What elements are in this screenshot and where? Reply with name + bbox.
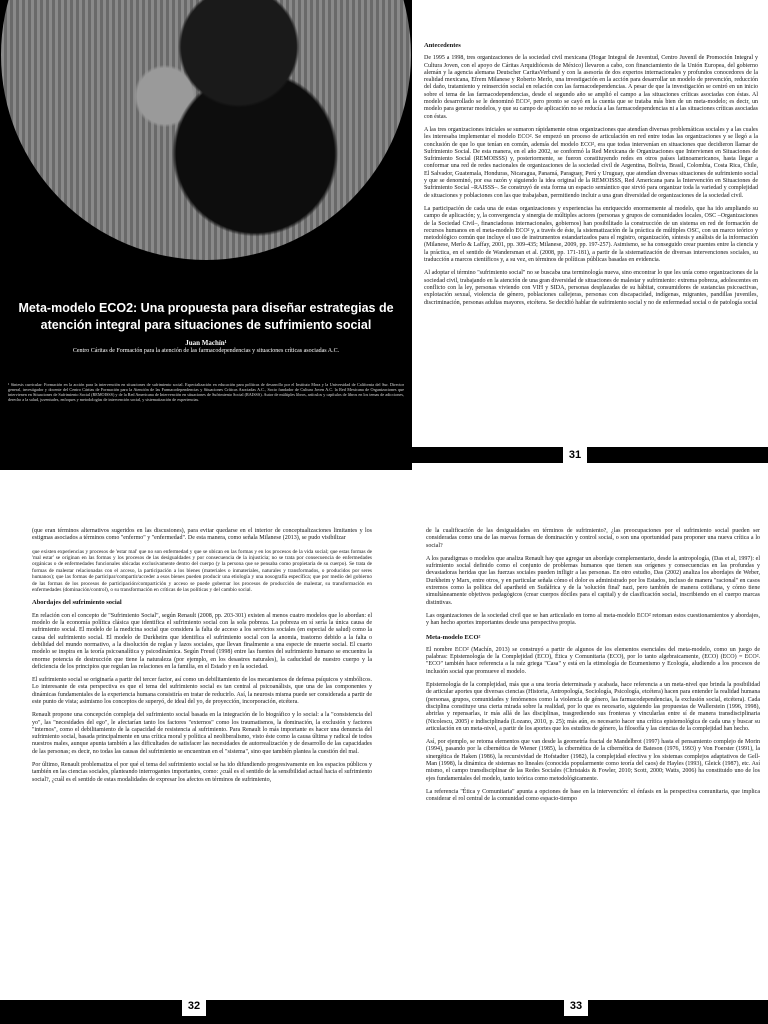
paragraph: Así, por ejemplo, se retoma elementos que van desde la geometría fractal de Mandelbrot (1997) hasta el pensamiento complejo de Morin (1994), pasando por la cibernética de Wiener (1985), la cibernética de la cibernética de Bateson (1976, 1993) y Von Foerster (1991), la sinergética de Haken (1986), la recursividad de Hofstadter (1982), la complejidad efectiva y los sistemas complejos adaptativos de Gell-Man (1998), la dinámica de sistemas no lineales (conocida popularmente como teoría del caos) de Hayles (1993), Gleick (1987), etc. Así mismo, el campo transdisciplinar de las Redes Sociales (Christakis & Fowler, 2010; Scott, 2000; Watts, 2006) ha constituido uno de los ejes fundamentales del modelo, tanto teórica como metodológicamente. — [426, 739, 760, 782]
paragraph: La participación de cada una de estas organizaciones y experiencias ha enriquecido enormemente al modelo, que ha ido ampliando su campo de aplicación; y, la convergencia y sinergia de múltiples actores (personas y grupos de comunidades locales, OSC –Organizaciones de la Sociedad Civil–, financiadoras internacionales, gobiernos) han posibilitado la construcción de un sistema en red de formación de recursos humanos en el meta-modelo ECO² y, a través de éste, la sistematización de la práctica de múltiples OSC, con un marco teórico y metodológico común que incluye el uso de instrumentos estandarizados para el registro, organización, síntesis y análisis de la información (Milanese, Merlo & Laffay, 2001, pp. 309-435; Milanese, 2009, pp. 197-257). Asimismo, se ha conseguido crear puentes entre la ciencia y la práctica, en el sentido de Wandersman et al. (2008, pp. 171-181), a partir de la sistematización de diversas intervenciones sociales, su traducción a marcos científicos y, a su vez, en términos de políticas públicas basadas en evidencia. — [424, 205, 758, 264]
page-32-column — [32, 528, 372, 790]
cover-panel — [0, 0, 412, 470]
paragraph: De 1995 a 1998, tres organizaciones de la sociedad civil mexicana (Hogar Integral de Juventud, Centro Juvenil de Promoción Integral y Cultura Joven, con el apoyo de Cáritas Arquidiócesis de México) llevaron a cabo, con financiamiento de la Unión Europea, del gobierno alemán y la agencia alemana Deutscher CaritasVerband y con la asesoría de dos expertos internacionales y profundos conocedores de la realidad mexicana, Efrem Milanese y Roberto Merlo, una investigación en la acción para desarrollar un modelo de prevención, reducción del daño, tratamiento y reinserción social en relación con las farmacodependencias. A pesar de que la investigación se centró en un inicio sobre el tema de las farmacodependencias, desde el segundo año se amplió el campo a las situaciones críticas asociadas con éstas. Al modelo desarrollado se le denominó ECO², pero pronto se cayó en la cuenta que se trataba más bien de un meta-modelo; es decir, un modelo para generar modelos, y que su campo de aplicación no se reducía a las farmacodependencias ni a las situaciones críticas asociadas con éstas. — [424, 55, 758, 120]
paragraph: Por último, Renault problematiza el por qué el tema del sufrimiento social se ha ido difundiendo progresivamente en los espacios públicos y también en las ciencias sociales, planteando interrogantes importantes, como: ¿cuál es el sentido de la sensibilidad actual hacia el sufrimiento social?, ¿cuál es el sentido de estas modalidades de expresar los afectos en términos de sufrimiento, — [32, 762, 372, 783]
page-number: 33 — [564, 996, 588, 1016]
paragraph: Las organizaciones de la sociedad civil que se han articulado en torno al meta-modelo ECO² retoman estos cuestionamientos y abordajes, y han hecho aportes importantes desde una perspectiva propia. — [426, 612, 760, 627]
paragraph: A los paradigmas o modelos que analiza Renault hay que agregar un abordaje complementario, desde la antropología, (Das et al, 1997): el sufrimiento social definido como el conjunto de problemas humanos que tienen sus orígenes y consecuencias en las profundas y devastadoras heridas que las fuerzas sociales pueden infligir a las personas. En otro estudio, Das (2002) analiza los abordajes de Weber, Durkheim y Marx, entre otros, y en particular señala cómo el dolor es administrado por los Estados, incluso de manera "racional" en casos extremos como la política del apartheid en Sudáfrica y de la 'solución final' nazi, pero también de manera cotidiana, y cómo tiene simultáneamente objetivos pedagógicos (crear cuerpos dóciles para el capital) y de clasificación social, inscribiendo en el cuerpo marcas distintivas. — [426, 555, 760, 606]
page-number: 31 — [563, 445, 587, 465]
page-footer-bar — [0, 447, 768, 463]
author-footnote: ¹ Síntesis curricular: Formación en la acción para la intervención en situaciones de sufrimiento social. Especialización en educación para políticas de desarrollo por el Instituto Mora y la Universidad de California del Sur. Director general, investigador y docente del Centro Cáritas de Formación para la Atención de las Farmacodependencias y Situaciones Críticas Asociadas A.C., Socio fundador de Cultura Joven A.C. la Red Mexicana de Organizaciones que intervienen en Situaciones de Sufrimiento Social (REMOISSS) y de la Red Americana de Intervención en situaciones de Sufrimiento Social (RAISSS). Autor de múltiples libros, artículos y capítulos de libros en los temas de adicciones, derecho a la salud, juventudes, enfoques y metodologías de intervención social, y sistematización de experiencias. — [8, 382, 404, 402]
section-heading: Meta-modelo ECO² — [426, 633, 481, 641]
paragraph: Epistemología de la complejidad, más que a una teoría determinada y acabada, hace referencia a un meta-nivel que brinda la posibilidad de articular aportes que diversas ciencias (Historia, Antropología, Sociología, Psicología, etcétera) hacen para entender la realidad humana (personas, grupos, comunidades y fenómenos como la violencia de género, las farmacodependencias, la exclusión social, etcétera). Cada disciplina constituye una cierta mirada sobre la realidad, por lo que es necesario, siguiendo las propuestas de Wallerstein (1996, 1998), abrirlas y repensarlas, ir más allá de las disciplinas, trasgrediendo sus fronteras y vincularlas entre sí de manera transdisciplinaria (Nicolescu, 2005) e indisciplinada (Lozano, 2010, p. 25); más aún, es necesario hacer una crítica epistemológica de cada una y buscar su articulación en un meta-nivel, a partir de los aportes que los estudios de género, la filosofía y las ciencias de la complejidad han hecho. — [426, 682, 760, 732]
paragraph: El sufrimiento social se originaría a partir del tercer factor, así como un debilitamiento de los mecanismos de defensa psíquicos y simbólicos. Lo interesante de esta perspectiva es que el tema del sufrimiento social es tan central al psicoanálisis, que una de las componentes y dinámicas fundamentales de la experiencia humana consistiría en tratar de reducirlo. Así, la neurosis misma puede ser considerada a partir de este punto de vista; asimismo los conceptos de superyó, de ideal del yo, de proyección, incorporación, etcétera. — [32, 677, 372, 705]
section-heading: Antecedentes — [424, 42, 461, 49]
section-heading: Abordajes del sufrimiento social — [32, 599, 122, 607]
article-title: Meta-modelo ECO2: Una propuesta para diseñar estrategias de atención integral para situaciones de sufrimiento social — [18, 301, 394, 332]
page-footer-bar — [0, 1000, 768, 1024]
page-33-column — [426, 528, 760, 810]
paragraph: Renault propone una concepción compleja del sufrimiento social basada en la integración de lo biográfico y lo social: a la "consistencia del yo", las "necesidades del ego", le afectarían tanto los factores "externos" como los traumatismos, la dominación, la exclusión y factores "internos", como el debilitamiento de la capacidad de resistencia al sufrimiento. Para Renault lo más importante es hacer una denuncia del sufrimiento social, basada principalmente en una crítica moral y política al neoliberalismo, visto éste como la causa última y radical de todos nuestros males, aunque apunta también a las dificultades de satisfacer las necesidades de autorrealización y de desarrollo de las capacidades de las personas; es decir, no todas las causas del sufrimiento se encuentran en el "sistema", sino que también plantea la cuestión del mal. — [32, 712, 372, 755]
cover-photo — [1, 0, 411, 260]
paragraph: Al adoptar el término "sufrimiento social" no se buscaba una terminología nueva, sino encontrar lo que les unía como organizaciones de la sociedad civil, trabajando en la atención de una gran diversidad de situaciones de malestar y sufrimiento: extrema pobreza, adolescentes en conflicto con la ley, personas viviendo con VIH y SIDA, personas desplazadas de su hábitat, consumidores de sustancias psicoactivas, explotación sexual, violencia de género, poblaciones callejeras, personas con discapacidad, indígenas, migrantes, pandillas juveniles, discriminación, personas adultas mayores, etcétera. Se decidió hablar de sufrimiento social y no de enfermedad social o de patología social — [424, 270, 758, 306]
block-quote: que existen experiencias y procesos de 'estar mal' que no son enfermedad y que se ubican en las formas y en los procesos de la vida social; que estas formas de 'mal estar' se originan en las formas y los procesos de las desigualdades y por consecuencia de la injusticia; no se trata por consecuencia de enfermedades orgánicas o de enfermedades funcionales ubicadas exclusivamente dentro del cuerpo (y la persona que se pensaba como propietaria de su cuerpo). Se trata de formas de malestar relacionadas con el acceso, la participación a los bienes (materiales o inmateriales, naturales y transformados, o producidos por seres humanos); que las formas de participar/compartir/acceder a esos bienes pueden producir una etiología y una nosografía específica; que por medio del gobierno de las formas de los procesos de participación/compartición y acceso se puede gobernar los procesos de producción de malestar, su transformación en enfermedades (dominación/control), o su transformación en críticas de las políticas y del cambio social. — [32, 548, 372, 594]
page-number: 32 — [182, 996, 206, 1016]
antecedentes-column — [424, 42, 758, 313]
page-31 — [0, 0, 768, 470]
paragraph: (que eran términos alternativos sugeridos en las discusiones), para evitar quedarse en el interior de conceptualizaciones limitantes y los estigmas asociados a términos como "enfermo" y "enfermedad". De esta manera, como señala Milanese (2013), se pudo visibilizar — [32, 528, 372, 542]
paragraph: En relación con el concepto de "Sufrimiento Social", según Renault (2008, pp. 203-301) existen al menos cuatro modelos que lo abordan: el modelo de la economía política clásica que identifica el sufrimiento social con la sola pobreza. La pobreza en sí sería la única causa de sufrimiento social. El modelo de la medicina social que considera la falta de acceso a los servicios sociales (en especial de salud) como la causa del sufrimiento social. El modelo de Durkheim que identifica el sufrimiento social con la anomia, trastorno debido a la falta o debilidad del mundo normativo, a la disolución de reglas y lazos sociales, que llevan finalmente a una especie de muerte social. El cuarto modelo se inspira en la teoría psicoanalítica y psicodinámica. Según Freud (1998) entre las fuentes del sufrimiento humano se encuentra la enorme potencia de destrucción que tiene la naturaleza (por ejemplo, en los desastres naturales), la caducidad de nuestro cuerpo y la deficiencia de los principios que regulan las relaciones en la familia, en el Estado y en la sociedad. — [32, 612, 372, 670]
paragraph: El nombre ECO² (Machín, 2013) se construyó a partir de algunos de los elementos esenciales del meta-modelo, como un juego de palabras: Epistemología de la Complejidad (ECO), Ética y Comunitaria (ECO), por lo tanto algebraicamente, (ECO) (ECO) = ECO². "ECO" también hace referencia a la raíz griega "Casa" y está en la etimología de Ecumenismo y Ecología, aludiendo a los procesos de inclusión social que promueve el modelo. — [426, 646, 760, 675]
paragraph: A las tres organizaciones iniciales se sumaron rápidamente otras organizaciones que atendían diversas problemáticas sociales y a las cuales les interesaba implementar el modelo ECO². Se empezó un proceso de articulación en red entre todas las organizaciones y se llegó a la conclusión de que lo que tenían en común, además del modelo ECO², era que todas intervenían en situaciones que decidieron llamar de Sufrimiento Social. De esta manera, en el año 2002, se conformó la Red Mexicana de Organizaciones que Intervienen en Situaciones de Sufrimiento Social (REMOISSS) y, posteriormente, se fueron constituyendo redes en otros países latinoamericanos, hasta llegar a conformar una red de redes nacionales de organizaciones de la sociedad civil de Argentina, Bolivia, Brasil, Colombia, Costa Rica, Chile, El Salvador, Guatemala, Honduras, Nicaragua, Panamá, Paraguay, Perú y Uruguay, que atendían diversas situaciones de sufrimiento social y que se denominó, por esa razón y siguiendo la idea original de la REMOISSS, Red Americana para la Intervención en Situaciones de Sufrimiento Social –RAISSS–. Se construyó de esta forma un espacio semántico que sirvió para organizar toda la variedad y complejidad de situaciones y poblaciones con las que trabajaban, permitiendo incluir a una gran diversidad de organizaciones de la sociedad civil. — [424, 126, 758, 199]
paragraph: La referencia "Ética y Comunitaria" apunta a opciones de base en la intervención: el énfasis en la perspectiva comunitaria, que implica considerar el rol central de la comunidad como espacio-tiempo — [426, 788, 760, 803]
author-affiliation: Centro Cáritas de Formación para la atención de las farmacodependencias y situaciones críticas asociadas A.C. — [72, 348, 340, 354]
title-block — [0, 300, 412, 354]
paragraph: de la cualificación de las desigualdades en términos de sufrimiento?, ¿las preocupaciones por el sufrimiento social pueden ser consideradas como una de las nuevas formas de dominación y control social, o son una oportunidad para proponer una nueva crítica a lo social? — [426, 528, 760, 549]
author-name: Juan Machín¹ — [185, 339, 227, 347]
